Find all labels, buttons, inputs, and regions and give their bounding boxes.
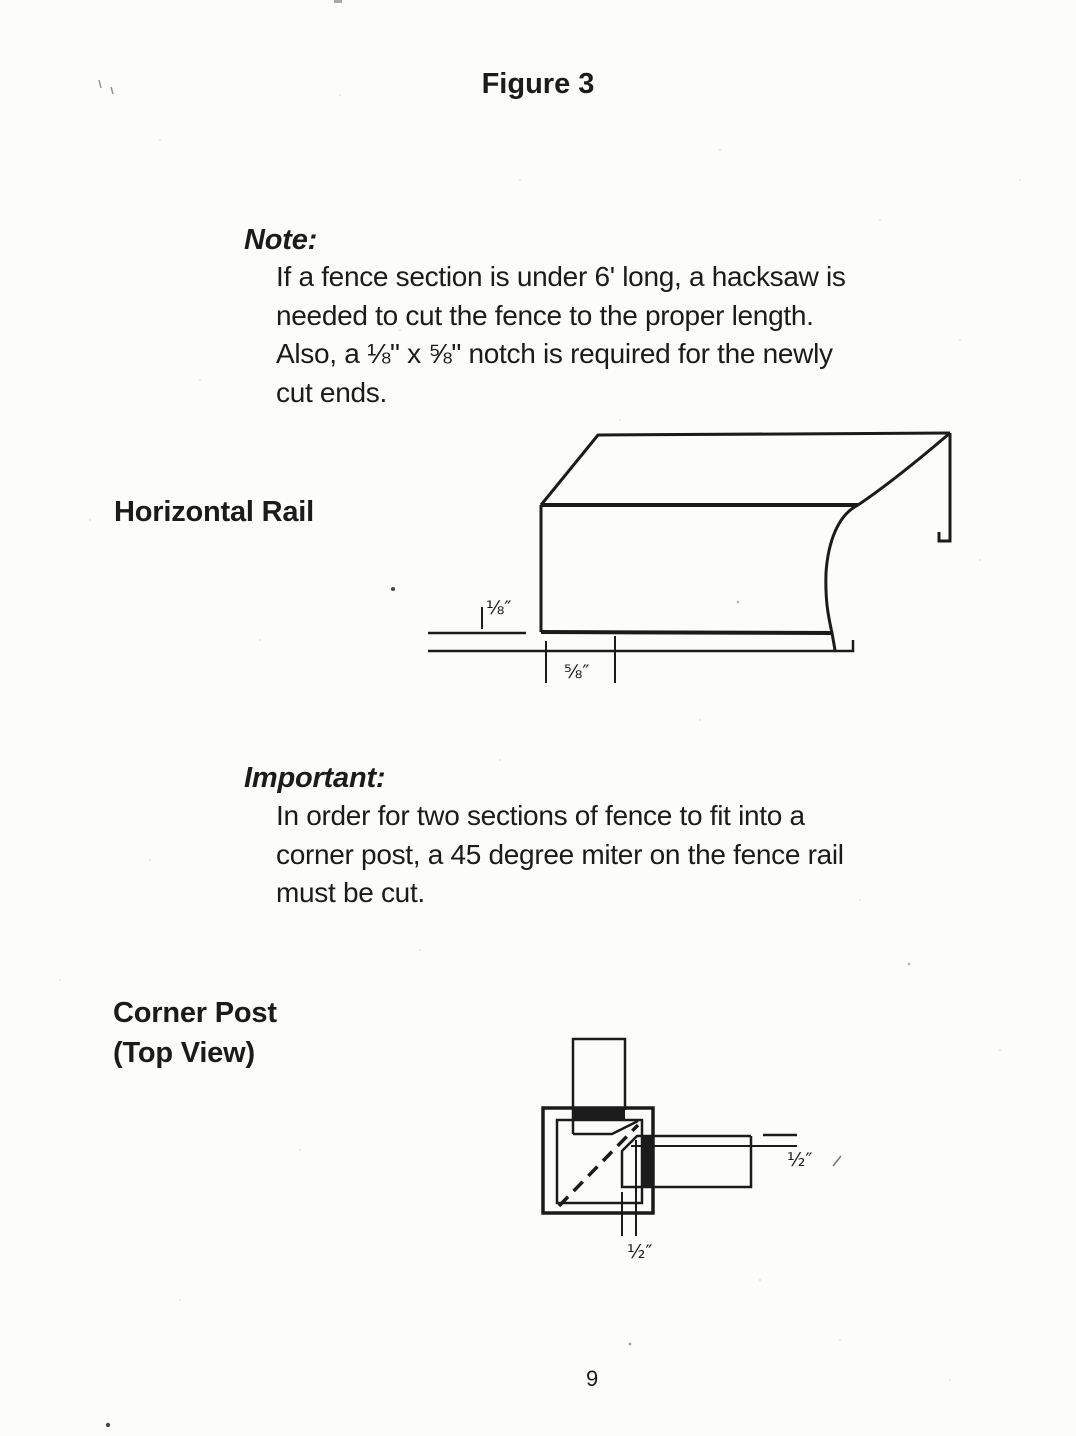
- notch-fill-top: [573, 1109, 625, 1121]
- corner-post-label-line1: Corner Post: [113, 997, 277, 1029]
- stray-dot: [391, 587, 395, 591]
- notch-fill-right: [642, 1137, 653, 1187]
- miter-cut-dashed-line: [559, 1125, 638, 1206]
- paper-noise: [59, 94, 1021, 1381]
- rail-top-face-edges: [541, 433, 950, 505]
- horizontal-rail-label: Horizontal Rail: [114, 496, 315, 528]
- note-line-3: Also, a ⅛" x ⅝" notch is required for the newly: [276, 338, 833, 369]
- half-inch-bottom-label: ½″: [627, 1241, 653, 1263]
- horizontal-rail-drawing: [428, 433, 950, 683]
- pen-tick-marks: [99, 80, 113, 94]
- half-inch-right-label: ½″: [787, 1149, 813, 1171]
- edge-speck: [334, 0, 342, 3]
- figure-title: Figure 3: [481, 68, 595, 100]
- important-line-2: corner post, a 45 degree miter on the fence rail: [276, 838, 844, 870]
- important-heading: Important:: [244, 762, 386, 794]
- stray-dot-3: [908, 963, 911, 966]
- vertical-rail-miter-end: [573, 1121, 638, 1134]
- scan-speckles: [59, 0, 1021, 1427]
- rail-front-bottom-edge: [541, 632, 832, 633]
- eighth-inch-dimension-label: ⅛″: [486, 597, 512, 619]
- stray-dot-4: [629, 1343, 632, 1346]
- note-line-2: needed to cut the fence to the proper length.: [276, 299, 814, 331]
- rail-end-curve: [826, 505, 858, 650]
- rail-right-hook-edge: [939, 433, 950, 541]
- note-line-4: cut ends.: [276, 376, 387, 408]
- important-line-3: must be cut.: [276, 877, 425, 908]
- five-eighth-dimension-label: ⅝″: [564, 661, 590, 683]
- rail-top-face-right-edge: [858, 433, 950, 505]
- corner-post-drawing: [543, 1039, 841, 1263]
- important-line-1: In order for two sections of fence to fit into a: [276, 800, 805, 831]
- page-number: 9: [586, 1366, 599, 1391]
- rail-bottom-lip-line: [428, 640, 853, 651]
- bottom-speck: [106, 1423, 110, 1427]
- stray-dot-2: [737, 601, 740, 604]
- post-inner-wall: [557, 1120, 642, 1203]
- corner-post-label-line2: (Top View): [113, 1037, 255, 1069]
- stray-pen-mark: [833, 1156, 841, 1166]
- note-heading: Note:: [244, 224, 318, 256]
- note-line-1: If a fence section is under 6' long, a hacksaw is: [276, 261, 846, 292]
